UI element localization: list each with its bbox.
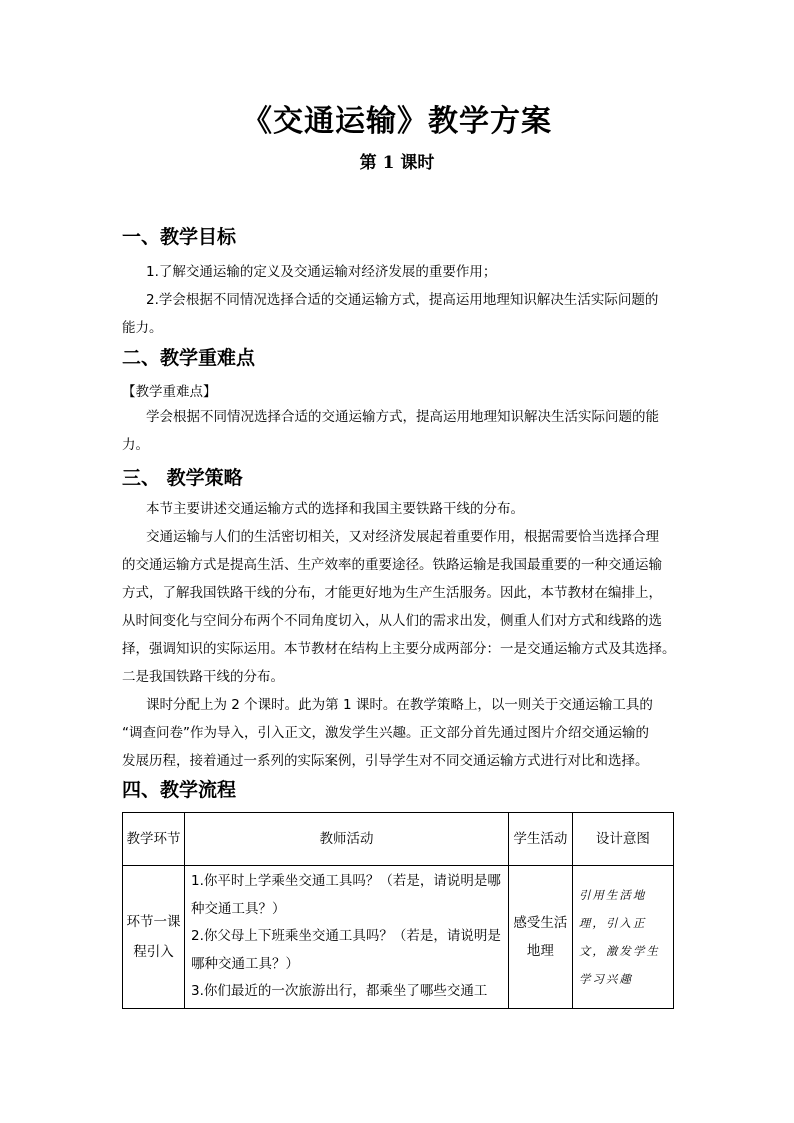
student-activity-cell: 感受生活地理 [508,866,572,1009]
key-points-line: 力。 [122,437,149,453]
strategy-line: 发展历程，接着通过一系列的实际案例，引导学生对不同交通运输方式进行对比和选择。 [122,753,649,769]
objectives-text [122,258,677,342]
objective-2: 2.学会根据不同情况选择合适的交通运输方式，提高运用地理知识解决生活实际问题的 [146,292,659,308]
stage-cell: 环节一课程引入 [123,866,185,1009]
objective-1: 1.了解交通运输的定义及交通运输对经济发展的重要作用； [146,264,497,280]
section-heading-key-points: 二、教学重难点 [122,347,256,369]
strategy-line: “调查问卷”作为导入，引入正文，激发学生兴趣。正文部分首先通过图片介绍交通运输的 [122,725,649,741]
strategy-line: 择，强调知识的实际运用。本节教材在结构上主要分成两部分：一是交通运输方式及其选择。 [122,641,676,657]
key-points-label: 【教学重难点】 [122,384,217,400]
section-heading-process: 四、教学流程 [122,779,237,801]
teacher-activity-cell [185,866,509,1009]
teacher-activity-line: 种交通工具？） [191,900,286,917]
teacher-activity-line: 2.你父母上下班乘坐交通工具吗？（若是，请说明是 [191,928,501,944]
table-header-stage: 教学环节 [123,813,185,866]
strategy-text [122,495,677,775]
section-heading-strategy: 三、 教学策略 [122,467,243,489]
strategy-line: 方式，了解我国铁路干线的分布，才能更好地为生产生活服务。因此，本节教材在编排上， [122,585,662,601]
strategy-line: 从时间变化与空间分布两个不同角度切入，从人们的需求出发，侧重人们对方式和线路的选 [122,613,662,629]
teacher-activity-line: 3.你们最近的一次旅游出行，都乘坐了哪些交通工 [191,983,488,999]
table-header-student: 学生活动 [508,813,572,866]
strategy-line: 本节主要讲述交通运输方式的选择和我国主要铁路干线的分布。 [146,501,524,517]
document-title: 《交通运输》教学方案 [242,104,552,139]
table-header-intent: 设计意图 [572,813,673,866]
key-points-text [122,403,677,459]
strategy-line: 课时分配上为 2 个课时。此为第 1 课时。在教学策略上，以一则关于交通运输工具的 [146,697,653,713]
section-heading-objectives: 一、教学目标 [122,226,237,248]
table-header-teacher: 教师活动 [185,813,509,866]
table-header-row [123,813,674,866]
strategy-line: 二是我国铁路干线的分布。 [122,669,284,685]
teacher-activity-line: 哪种交通工具？） [191,955,299,972]
lesson-number: 第 1 课时 [359,153,435,173]
table-row [123,866,674,1009]
design-intent-cell: 引用生活地理，引入正文，激发学生学习兴趣 [572,866,673,1009]
strategy-line: 的交通运输方式是提高生活、生产效率的重要途径。铁路运输是我国最重要的一种交通运输 [122,557,662,573]
teaching-process-table [122,812,674,1009]
teacher-activity-line: 1.你平时上学乘坐交通工具吗？（若是，请说明是哪 [191,873,501,889]
key-points-line: 学会根据不同情况选择合适的交通运输方式，提高运用地理知识解决生活实际问题的能 [146,409,659,425]
strategy-line: 交通运输与人们的生活密切相关，又对经济发展起着重要作用，根据需要恰当选择合理 [146,529,659,545]
objective-2-continued: 能力。 [122,320,163,336]
